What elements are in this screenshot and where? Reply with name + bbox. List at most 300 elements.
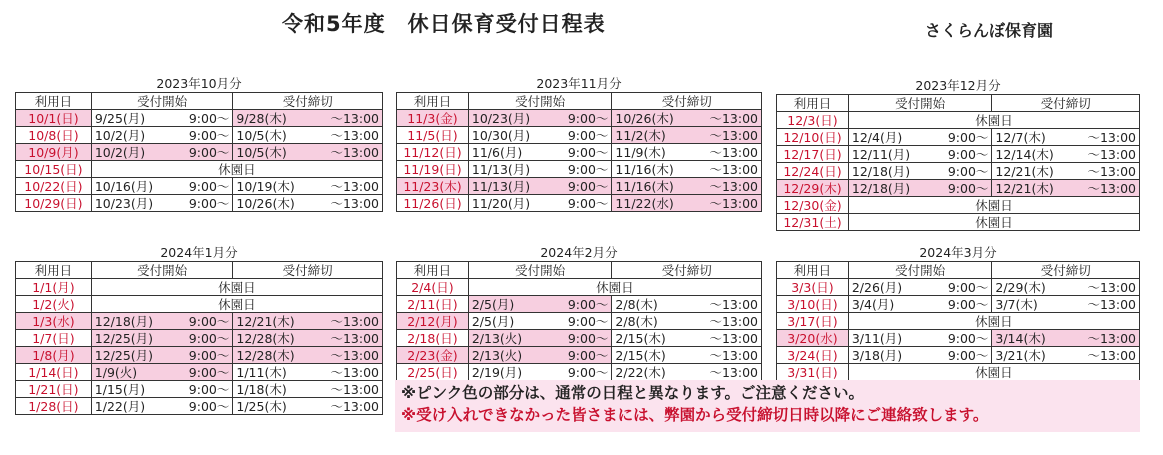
table-row bbox=[777, 214, 1140, 231]
reception-start-date: 1/15(月) bbox=[94, 381, 146, 397]
reception-start-time: 9:00～ bbox=[188, 398, 230, 414]
use-date: 2/11(日) bbox=[397, 296, 469, 313]
table-row bbox=[777, 146, 1140, 163]
column-header-start: 受付開始 bbox=[468, 93, 612, 110]
reception-end bbox=[233, 381, 383, 398]
month-block bbox=[396, 245, 762, 381]
reception-start-time: 9:00～ bbox=[567, 195, 609, 211]
table-row bbox=[16, 161, 383, 178]
table-row bbox=[16, 398, 383, 415]
month-title: 2023年10月分 bbox=[156, 76, 242, 91]
reception-start bbox=[91, 381, 233, 398]
reception-end-date: 11/16(木) bbox=[615, 161, 674, 177]
reception-start-date: 10/2(月) bbox=[94, 144, 146, 160]
table-row bbox=[16, 313, 383, 330]
use-date: 12/10(日) bbox=[777, 129, 849, 146]
reception-end-date: 10/19(木) bbox=[236, 178, 295, 194]
closed-label: 休園日 bbox=[848, 197, 1139, 214]
reception-start bbox=[91, 364, 233, 381]
reception-end bbox=[233, 178, 383, 195]
reception-end bbox=[233, 364, 383, 381]
table-row bbox=[777, 347, 1140, 364]
reception-start bbox=[468, 127, 612, 144]
reception-start-date: 12/25(月) bbox=[94, 347, 154, 363]
reception-end-date: 2/29(木) bbox=[995, 279, 1046, 295]
reception-end-date: 12/28(木) bbox=[236, 347, 295, 363]
reception-end-time: ～13:00 bbox=[1087, 347, 1136, 363]
reception-start bbox=[848, 296, 992, 313]
reception-start-time: 9:00～ bbox=[567, 347, 609, 363]
closed-label: 休園日 bbox=[91, 279, 382, 296]
reception-start-date: 11/20(月) bbox=[471, 195, 531, 211]
note-contact: ※受け入れできなかった皆さまには、弊園から受付締切日時以降にご連絡致します。 bbox=[401, 406, 989, 424]
reception-end-time: ～13:00 bbox=[330, 144, 379, 160]
use-date: 2/12(月) bbox=[397, 313, 469, 330]
reception-end-date: 12/7(木) bbox=[995, 129, 1046, 145]
reception-end-time: ～13:00 bbox=[330, 330, 379, 346]
reception-start bbox=[468, 144, 612, 161]
table-row bbox=[16, 127, 383, 144]
month-block bbox=[776, 245, 1140, 381]
use-date: 3/20(水) bbox=[777, 330, 849, 347]
use-date: 1/7(日) bbox=[16, 330, 92, 347]
use-date: 12/3(日) bbox=[777, 112, 849, 129]
reception-start-date: 2/26(月) bbox=[851, 279, 903, 295]
table-row bbox=[397, 279, 762, 296]
reception-end-date: 2/15(木) bbox=[615, 330, 666, 346]
reception-end-time: ～13:00 bbox=[330, 398, 379, 414]
reception-start-time: 9:00～ bbox=[567, 144, 609, 160]
reception-start-date: 12/4(月) bbox=[851, 129, 903, 145]
reception-start bbox=[848, 146, 992, 163]
reception-start-date: 12/25(月) bbox=[94, 330, 154, 346]
reception-end-date: 11/2(木) bbox=[615, 127, 666, 143]
reception-end-date: 2/8(木) bbox=[615, 296, 658, 312]
reception-start-date: 9/25(月) bbox=[94, 110, 146, 126]
reception-start bbox=[848, 347, 992, 364]
reception-start bbox=[91, 330, 233, 347]
column-header-date: 利用日 bbox=[777, 95, 849, 112]
table-row bbox=[777, 197, 1140, 214]
reception-start-time: 9:00～ bbox=[188, 110, 230, 126]
schedule-table bbox=[396, 92, 762, 212]
reception-end-date: 10/26(木) bbox=[236, 195, 295, 211]
reception-end bbox=[612, 330, 762, 347]
reception-start bbox=[468, 161, 612, 178]
reception-start-date: 2/19(月) bbox=[471, 364, 523, 380]
table-row bbox=[397, 313, 762, 330]
use-date: 1/21(日) bbox=[16, 381, 92, 398]
reception-end-time: ～13:00 bbox=[330, 364, 379, 380]
use-date: 12/31(土) bbox=[777, 214, 849, 231]
table-row bbox=[16, 330, 383, 347]
column-header-start: 受付開始 bbox=[91, 262, 233, 279]
use-date: 10/9(月) bbox=[16, 144, 92, 161]
use-date: 3/24(日) bbox=[777, 347, 849, 364]
note-pink-meaning: ※ピンク色の部分は、通常の日程と異なります。ご注意ください。 bbox=[401, 384, 865, 402]
reception-start-time: 9:00～ bbox=[947, 146, 989, 162]
reception-end bbox=[992, 129, 1140, 146]
reception-start bbox=[91, 195, 233, 212]
reception-start bbox=[468, 110, 612, 127]
column-header-date: 利用日 bbox=[397, 262, 469, 279]
column-header-end: 受付締切 bbox=[233, 262, 383, 279]
reception-end-time: ～13:00 bbox=[709, 178, 758, 194]
use-date: 12/29(木) bbox=[777, 180, 849, 197]
schedule-table bbox=[776, 94, 1140, 231]
column-header-end: 受付締切 bbox=[233, 93, 383, 110]
use-date: 10/1(日) bbox=[16, 110, 92, 127]
header-row bbox=[16, 93, 383, 110]
schedule-table bbox=[776, 261, 1140, 381]
closed-label: 休園日 bbox=[91, 296, 382, 313]
closed-label: 休園日 bbox=[468, 279, 761, 296]
reception-start bbox=[848, 129, 992, 146]
use-date: 3/31(日) bbox=[777, 364, 849, 381]
reception-end-time: ～13:00 bbox=[330, 127, 379, 143]
use-date: 3/17(日) bbox=[777, 313, 849, 330]
table-row bbox=[777, 296, 1140, 313]
reception-start-time: 9:00～ bbox=[567, 296, 609, 312]
reception-end-date: 3/21(木) bbox=[995, 347, 1046, 363]
reception-start bbox=[468, 296, 612, 313]
reception-start bbox=[468, 364, 612, 381]
reception-start-date: 12/18(月) bbox=[94, 313, 154, 329]
reception-start bbox=[848, 163, 992, 180]
column-header-date: 利用日 bbox=[777, 262, 849, 279]
reception-end-time: ～13:00 bbox=[330, 347, 379, 363]
schedule-table bbox=[396, 261, 762, 381]
reception-end-date: 2/8(木) bbox=[615, 313, 658, 329]
column-header-end: 受付締切 bbox=[992, 262, 1140, 279]
use-date: 10/8(日) bbox=[16, 127, 92, 144]
reception-end-date: 1/25(木) bbox=[236, 398, 287, 414]
reception-end-time: ～13:00 bbox=[709, 364, 758, 380]
column-header-end: 受付締切 bbox=[612, 262, 762, 279]
reception-end bbox=[612, 178, 762, 195]
use-date: 3/10(日) bbox=[777, 296, 849, 313]
month-title: 2024年3月分 bbox=[919, 245, 997, 260]
reception-end-date: 11/22(水) bbox=[615, 195, 674, 211]
use-date: 2/18(日) bbox=[397, 330, 469, 347]
reception-end-date: 10/5(木) bbox=[236, 127, 287, 143]
reception-start-date: 12/11(月) bbox=[851, 146, 911, 162]
reception-end bbox=[992, 296, 1140, 313]
table-row bbox=[777, 313, 1140, 330]
use-date: 11/5(日) bbox=[397, 127, 469, 144]
reception-start-date: 3/4(月) bbox=[851, 296, 895, 312]
table-row bbox=[777, 279, 1140, 296]
use-date: 12/30(金) bbox=[777, 197, 849, 214]
table-row bbox=[16, 178, 383, 195]
reception-start bbox=[91, 127, 233, 144]
reception-start-time: 9:00～ bbox=[947, 180, 989, 196]
use-date: 1/3(水) bbox=[16, 313, 92, 330]
reception-start-time: 9:00～ bbox=[947, 163, 989, 179]
table-row bbox=[397, 161, 762, 178]
reception-end bbox=[233, 347, 383, 364]
reception-start-time: 9:00～ bbox=[947, 296, 989, 312]
reception-start-time: 9:00～ bbox=[188, 144, 230, 160]
column-header-start: 受付開始 bbox=[468, 262, 612, 279]
reception-end bbox=[233, 144, 383, 161]
table-row bbox=[16, 364, 383, 381]
use-date: 10/29(日) bbox=[16, 195, 92, 212]
table-row bbox=[397, 144, 762, 161]
header-row bbox=[777, 262, 1140, 279]
reception-start-time: 9:00～ bbox=[567, 330, 609, 346]
reception-start-date: 2/5(月) bbox=[471, 313, 515, 329]
reception-end-time: ～13:00 bbox=[330, 313, 379, 329]
reception-end bbox=[992, 279, 1140, 296]
table-row bbox=[16, 347, 383, 364]
reception-end-date: 3/7(木) bbox=[995, 296, 1038, 312]
reception-end bbox=[233, 127, 383, 144]
reception-end bbox=[233, 195, 383, 212]
table-row bbox=[16, 296, 383, 313]
use-date: 10/15(日) bbox=[16, 161, 92, 178]
closed-label: 休園日 bbox=[91, 161, 382, 178]
reception-end-time: ～13:00 bbox=[709, 296, 758, 312]
reception-start-time: 9:00～ bbox=[567, 178, 609, 194]
reception-start bbox=[91, 144, 233, 161]
reception-end-time: ～13:00 bbox=[709, 110, 758, 126]
reception-end-date: 12/21(木) bbox=[995, 163, 1054, 179]
reception-start-date: 10/2(月) bbox=[94, 127, 146, 143]
table-row bbox=[16, 144, 383, 161]
column-header-start: 受付開始 bbox=[91, 93, 233, 110]
use-date: 12/24(日) bbox=[777, 163, 849, 180]
reception-start bbox=[91, 178, 233, 195]
reception-end-date: 11/16(木) bbox=[615, 178, 674, 194]
reception-start-date: 10/16(月) bbox=[94, 178, 154, 194]
table-row bbox=[777, 112, 1140, 129]
reception-start-date: 2/5(月) bbox=[471, 296, 515, 312]
use-date: 1/8(月) bbox=[16, 347, 92, 364]
organization-name: さくらんぼ保育園 bbox=[925, 21, 1054, 40]
table-row bbox=[777, 129, 1140, 146]
reception-start bbox=[468, 313, 612, 330]
table-row bbox=[16, 279, 383, 296]
reception-end-time: ～13:00 bbox=[709, 195, 758, 211]
table-row bbox=[397, 330, 762, 347]
reception-end-date: 2/15(木) bbox=[615, 347, 666, 363]
reception-end-time: ～13:00 bbox=[1087, 163, 1136, 179]
reception-start bbox=[848, 180, 992, 197]
reception-end bbox=[612, 161, 762, 178]
reception-start-time: 9:00～ bbox=[188, 178, 230, 194]
reception-start bbox=[468, 178, 612, 195]
month-block bbox=[396, 76, 762, 212]
reception-end-time: ～13:00 bbox=[330, 178, 379, 194]
schedule-table bbox=[15, 261, 383, 415]
reception-end bbox=[612, 313, 762, 330]
reception-end bbox=[233, 110, 383, 127]
closed-label: 休園日 bbox=[848, 313, 1139, 330]
header-row bbox=[397, 93, 762, 110]
reception-start-time: 9:00～ bbox=[188, 364, 230, 380]
month-block bbox=[776, 78, 1140, 231]
reception-start-time: 9:00～ bbox=[567, 364, 609, 380]
reception-end-time: ～13:00 bbox=[709, 330, 758, 346]
table-row bbox=[16, 381, 383, 398]
reception-end-time: ～13:00 bbox=[709, 347, 758, 363]
table-row bbox=[397, 296, 762, 313]
notes-box bbox=[395, 380, 1140, 432]
table-row bbox=[397, 195, 762, 212]
reception-end-date: 3/14(木) bbox=[995, 330, 1046, 346]
column-header-start: 受付開始 bbox=[848, 95, 992, 112]
reception-end-date: 2/22(木) bbox=[615, 364, 666, 380]
reception-start-date: 11/13(月) bbox=[471, 178, 531, 194]
closed-label: 休園日 bbox=[848, 214, 1139, 231]
column-header-date: 利用日 bbox=[397, 93, 469, 110]
reception-start bbox=[91, 347, 233, 364]
reception-start bbox=[848, 279, 992, 296]
use-date: 3/3(日) bbox=[777, 279, 849, 296]
reception-end bbox=[233, 330, 383, 347]
use-date: 10/22(日) bbox=[16, 178, 92, 195]
reception-start bbox=[91, 110, 233, 127]
reception-start-time: 9:00～ bbox=[567, 127, 609, 143]
reception-start-date: 3/18(月) bbox=[851, 347, 903, 363]
reception-end-time: ～13:00 bbox=[1087, 146, 1136, 162]
reception-end-time: ～13:00 bbox=[709, 161, 758, 177]
reception-end bbox=[612, 127, 762, 144]
reception-end-date: 12/21(木) bbox=[236, 313, 295, 329]
month-title: 2024年1月分 bbox=[160, 245, 238, 260]
reception-end-time: ～13:00 bbox=[1087, 296, 1136, 312]
table-row bbox=[397, 127, 762, 144]
table-row bbox=[397, 364, 762, 381]
reception-end-date: 12/21(木) bbox=[995, 180, 1054, 196]
column-header-date: 利用日 bbox=[16, 93, 92, 110]
reception-start-date: 2/13(火) bbox=[471, 330, 523, 346]
use-date: 11/12(日) bbox=[397, 144, 469, 161]
schedule-table bbox=[15, 92, 383, 212]
reception-end bbox=[233, 313, 383, 330]
reception-end-time: ～13:00 bbox=[1087, 129, 1136, 145]
table-row bbox=[397, 110, 762, 127]
reception-start-time: 9:00～ bbox=[947, 129, 989, 145]
reception-start-time: 9:00～ bbox=[947, 330, 989, 346]
header-row bbox=[777, 95, 1140, 112]
reception-start-date: 2/13(火) bbox=[471, 347, 523, 363]
reception-start bbox=[91, 313, 233, 330]
use-date: 12/17(日) bbox=[777, 146, 849, 163]
reception-start-date: 10/23(月) bbox=[94, 195, 154, 211]
reception-start-date: 3/11(月) bbox=[851, 330, 903, 346]
reception-end-time: ～13:00 bbox=[1087, 279, 1136, 295]
closed-label: 休園日 bbox=[848, 112, 1139, 129]
table-row bbox=[777, 163, 1140, 180]
column-header-start: 受付開始 bbox=[848, 262, 992, 279]
reception-end bbox=[612, 347, 762, 364]
reception-start-date: 1/22(月) bbox=[94, 398, 146, 414]
reception-end-date: 1/18(木) bbox=[236, 381, 287, 397]
reception-end-date: 12/28(木) bbox=[236, 330, 295, 346]
column-header-date: 利用日 bbox=[16, 262, 92, 279]
reception-start-time: 9:00～ bbox=[188, 330, 230, 346]
use-date: 1/28(日) bbox=[16, 398, 92, 415]
month-title: 2023年12月分 bbox=[915, 78, 1001, 93]
reception-start-time: 9:00～ bbox=[188, 347, 230, 363]
reception-start bbox=[848, 330, 992, 347]
reception-end-date: 10/26(木) bbox=[615, 110, 674, 126]
reception-end bbox=[612, 364, 762, 381]
reception-start-date: 11/13(月) bbox=[471, 161, 531, 177]
reception-start-time: 9:00～ bbox=[947, 279, 989, 295]
table-row bbox=[16, 195, 383, 212]
table-row bbox=[777, 364, 1140, 381]
reception-end bbox=[992, 347, 1140, 364]
header-row bbox=[16, 262, 383, 279]
reception-end-date: 1/11(木) bbox=[236, 364, 287, 380]
reception-end bbox=[612, 195, 762, 212]
use-date: 11/26(日) bbox=[397, 195, 469, 212]
use-date: 1/1(月) bbox=[16, 279, 92, 296]
reception-end-time: ～13:00 bbox=[330, 195, 379, 211]
reception-start-time: 9:00～ bbox=[188, 381, 230, 397]
reception-end-time: ～13:00 bbox=[1087, 330, 1136, 346]
reception-start-time: 9:00～ bbox=[947, 347, 989, 363]
reception-end bbox=[992, 180, 1140, 197]
month-title: 2024年2月分 bbox=[540, 245, 618, 260]
table-row bbox=[16, 110, 383, 127]
reception-start-date: 12/18(月) bbox=[851, 180, 911, 196]
reception-end-date: 9/28(木) bbox=[236, 110, 287, 126]
reception-end-date: 10/5(木) bbox=[236, 144, 287, 160]
reception-end-time: ～13:00 bbox=[330, 381, 379, 397]
reception-end bbox=[612, 110, 762, 127]
month-block bbox=[15, 76, 383, 212]
reception-end-time: ～13:00 bbox=[1087, 180, 1136, 196]
reception-start-time: 9:00～ bbox=[567, 313, 609, 329]
table-row bbox=[397, 178, 762, 195]
reception-start-time: 9:00～ bbox=[188, 313, 230, 329]
table-row bbox=[777, 180, 1140, 197]
reception-end-time: ～13:00 bbox=[709, 313, 758, 329]
column-header-end: 受付締切 bbox=[992, 95, 1140, 112]
table-row bbox=[777, 330, 1140, 347]
reception-end bbox=[992, 146, 1140, 163]
closed-label: 休園日 bbox=[848, 364, 1139, 381]
page-title: 令和5年度 休日保育受付日程表 bbox=[282, 12, 606, 36]
use-date: 11/23(木) bbox=[397, 178, 469, 195]
use-date: 11/3(金) bbox=[397, 110, 469, 127]
reception-end-time: ～13:00 bbox=[709, 127, 758, 143]
header-row bbox=[397, 262, 762, 279]
reception-end bbox=[992, 330, 1140, 347]
reception-start bbox=[91, 398, 233, 415]
reception-end bbox=[233, 398, 383, 415]
reception-start-date: 1/9(火) bbox=[94, 364, 138, 380]
reception-end-date: 12/14(木) bbox=[995, 146, 1054, 162]
reception-end-date: 11/9(木) bbox=[615, 144, 666, 160]
reception-end-time: ～13:00 bbox=[709, 144, 758, 160]
use-date: 11/19(日) bbox=[397, 161, 469, 178]
reception-start-date: 10/23(月) bbox=[471, 110, 531, 126]
use-date: 2/23(金) bbox=[397, 347, 469, 364]
reception-end-time: ～13:00 bbox=[330, 110, 379, 126]
reception-start bbox=[468, 195, 612, 212]
reception-start-time: 9:00～ bbox=[188, 195, 230, 211]
reception-start-date: 12/18(月) bbox=[851, 163, 911, 179]
use-date: 1/2(火) bbox=[16, 296, 92, 313]
use-date: 2/25(日) bbox=[397, 364, 469, 381]
reception-start bbox=[468, 347, 612, 364]
month-title: 2023年11月分 bbox=[536, 76, 622, 91]
